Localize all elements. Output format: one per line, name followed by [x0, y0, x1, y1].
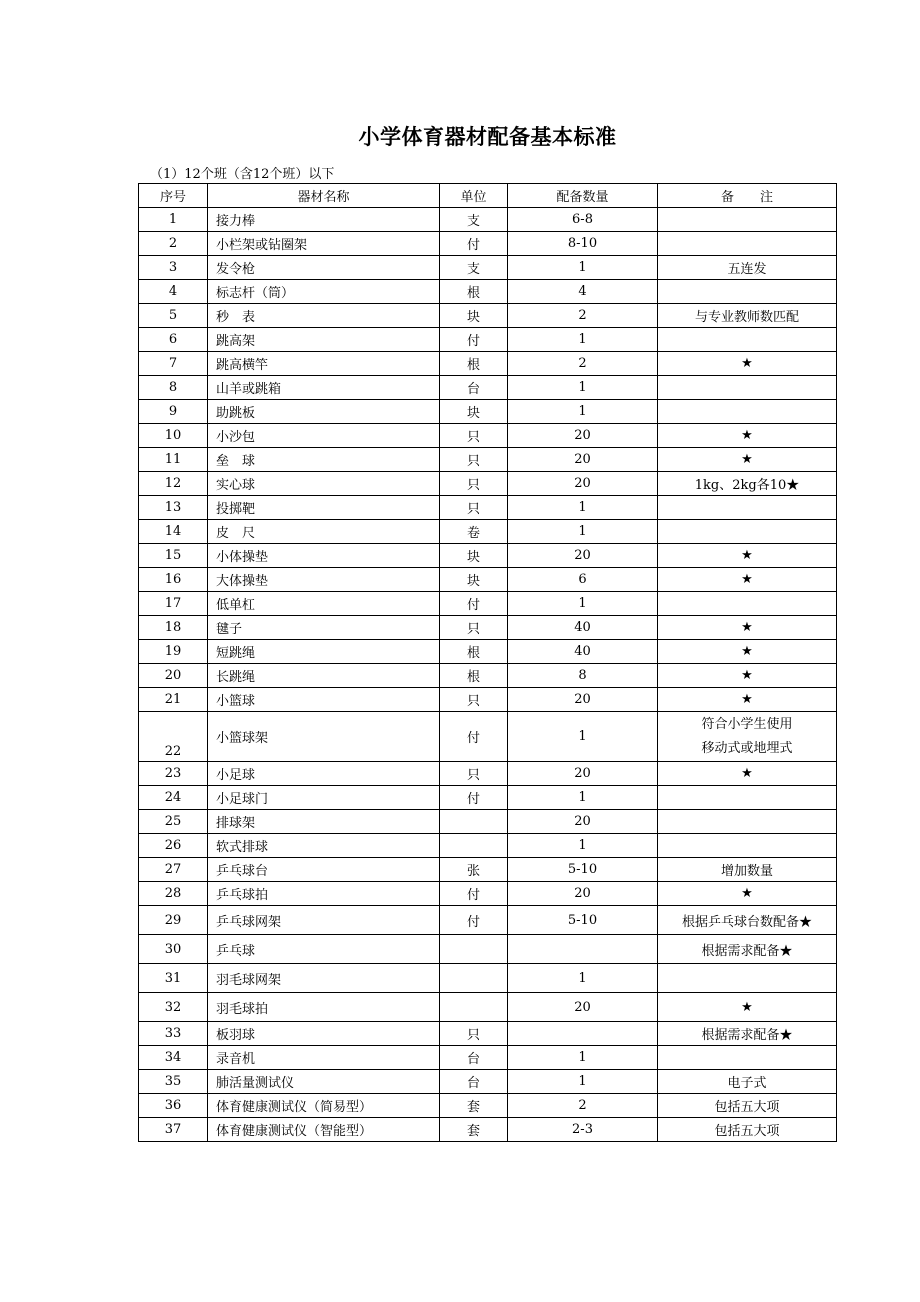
header-unit: 单位 [440, 184, 508, 208]
cell-note: 五连发 [658, 256, 837, 280]
cell-name: 羽毛球拍 [208, 993, 440, 1022]
cell-qty: 1 [508, 964, 658, 993]
cell-note [658, 964, 837, 993]
cell-qty: 40 [508, 616, 658, 640]
cell-unit: 付 [440, 786, 508, 810]
cell-unit: 块 [440, 304, 508, 328]
cell-note: 电子式 [658, 1070, 837, 1094]
cell-name: 垒 球 [208, 448, 440, 472]
table-row [139, 882, 837, 906]
cell-qty: 20 [508, 448, 658, 472]
cell-no: 34 [139, 1046, 208, 1070]
header-no: 序号 [139, 184, 208, 208]
cell-note: ★ [658, 448, 837, 472]
table-row [139, 496, 837, 520]
cell-name: 实心球 [208, 472, 440, 496]
cell-unit: 根 [440, 640, 508, 664]
cell-name: 毽子 [208, 616, 440, 640]
cell-no: 21 [139, 688, 208, 712]
cell-unit: 支 [440, 208, 508, 232]
table-row [139, 448, 837, 472]
cell-name: 乒乓球网架 [208, 906, 440, 935]
cell-qty: 1 [508, 520, 658, 544]
cell-qty: 1 [508, 376, 658, 400]
cell-unit: 张 [440, 858, 508, 882]
table-body [139, 208, 837, 1142]
cell-qty: 1 [508, 712, 658, 762]
cell-name: 乒乓球 [208, 935, 440, 964]
cell-qty: 8 [508, 664, 658, 688]
cell-unit: 付 [440, 882, 508, 906]
cell-no: 4 [139, 280, 208, 304]
table-row [139, 762, 837, 786]
cell-qty: 5-10 [508, 906, 658, 935]
header-qty: 配备数量 [508, 184, 658, 208]
cell-no: 28 [139, 882, 208, 906]
cell-qty: 4 [508, 280, 658, 304]
cell-unit [440, 993, 508, 1022]
table-row [139, 424, 837, 448]
cell-name: 山羊或跳箱 [208, 376, 440, 400]
header-name: 器材名称 [208, 184, 440, 208]
cell-qty: 5-10 [508, 858, 658, 882]
cell-no: 2 [139, 232, 208, 256]
cell-no: 27 [139, 858, 208, 882]
cell-no: 1 [139, 208, 208, 232]
cell-no: 36 [139, 1094, 208, 1118]
cell-no: 16 [139, 568, 208, 592]
cell-unit: 根 [440, 280, 508, 304]
cell-name: 皮 尺 [208, 520, 440, 544]
cell-note [658, 834, 837, 858]
cell-qty: 2 [508, 304, 658, 328]
cell-no: 5 [139, 304, 208, 328]
cell-name: 小栏架或钻圈架 [208, 232, 440, 256]
cell-no: 10 [139, 424, 208, 448]
section-subtitle: （1）12个班（含12个班）以下 [150, 167, 335, 182]
cell-unit: 台 [440, 376, 508, 400]
table-row [139, 810, 837, 834]
cell-note-line: 符合小学生使用 [701, 716, 793, 732]
cell-unit: 块 [440, 568, 508, 592]
cell-note: ★ [658, 882, 837, 906]
table-row [139, 352, 837, 376]
cell-name: 投掷靶 [208, 496, 440, 520]
cell-note [658, 810, 837, 834]
cell-note: 根据需求配备★ [658, 935, 837, 964]
table-row [139, 906, 837, 935]
table-row [139, 472, 837, 496]
cell-unit: 只 [440, 616, 508, 640]
cell-qty: 2 [508, 1094, 658, 1118]
cell-no: 15 [139, 544, 208, 568]
cell-no: 12 [139, 472, 208, 496]
cell-name: 低单杠 [208, 592, 440, 616]
cell-note: 增加数量 [658, 858, 837, 882]
cell-no: 6 [139, 328, 208, 352]
table-row [139, 786, 837, 810]
cell-name: 小足球门 [208, 786, 440, 810]
cell-note: ★ [658, 762, 837, 786]
cell-qty: 1 [508, 592, 658, 616]
cell-qty: 20 [508, 882, 658, 906]
cell-unit: 根 [440, 352, 508, 376]
table-row [139, 400, 837, 424]
cell-qty: 1 [508, 834, 658, 858]
cell-unit: 台 [440, 1046, 508, 1070]
table-row [139, 208, 837, 232]
cell-no: 33 [139, 1022, 208, 1046]
cell-qty: 1 [508, 256, 658, 280]
cell-qty: 1 [508, 496, 658, 520]
table-row [139, 232, 837, 256]
cell-no: 23 [139, 762, 208, 786]
table-row [139, 568, 837, 592]
cell-unit: 只 [440, 1022, 508, 1046]
cell-name: 体育健康测试仪（智能型） [208, 1118, 440, 1142]
cell-name: 跳高横竿 [208, 352, 440, 376]
cell-note: ★ [658, 568, 837, 592]
cell-unit [440, 935, 508, 964]
table-row [139, 712, 837, 762]
cell-unit [440, 964, 508, 993]
table-row [139, 304, 837, 328]
cell-no: 9 [139, 400, 208, 424]
cell-note [658, 520, 837, 544]
equipment-table [138, 183, 837, 1142]
table-row [139, 376, 837, 400]
table-row [139, 1070, 837, 1094]
cell-note: ★ [658, 688, 837, 712]
cell-name: 小沙包 [208, 424, 440, 448]
cell-unit [440, 810, 508, 834]
cell-unit: 根 [440, 664, 508, 688]
cell-no: 25 [139, 810, 208, 834]
cell-note [658, 786, 837, 810]
table-row [139, 834, 837, 858]
cell-no: 29 [139, 906, 208, 935]
cell-note: 根据乒乓球台数配备★ [658, 906, 837, 935]
cell-qty: 20 [508, 472, 658, 496]
table-row [139, 520, 837, 544]
cell-name: 小体操垫 [208, 544, 440, 568]
cell-name: 发令枪 [208, 256, 440, 280]
cell-no: 18 [139, 616, 208, 640]
cell-no: 31 [139, 964, 208, 993]
cell-note: ★ [658, 544, 837, 568]
cell-qty: 6-8 [508, 208, 658, 232]
cell-no: 19 [139, 640, 208, 664]
table-row [139, 1022, 837, 1046]
cell-qty: 2 [508, 352, 658, 376]
cell-unit: 支 [440, 256, 508, 280]
cell-name: 助跳板 [208, 400, 440, 424]
cell-qty: 8-10 [508, 232, 658, 256]
cell-note [658, 376, 837, 400]
cell-qty: 20 [508, 688, 658, 712]
cell-unit: 套 [440, 1094, 508, 1118]
cell-name: 录音机 [208, 1046, 440, 1070]
cell-name: 乒乓球拍 [208, 882, 440, 906]
cell-no: 32 [139, 993, 208, 1022]
cell-unit: 付 [440, 712, 508, 762]
header-note: 备 注 [658, 184, 837, 208]
cell-note [658, 712, 837, 762]
cell-note: ★ [658, 424, 837, 448]
cell-unit: 台 [440, 1070, 508, 1094]
cell-unit: 只 [440, 448, 508, 472]
cell-note: 包括五大项 [658, 1118, 837, 1142]
cell-note: ★ [658, 664, 837, 688]
table-row [139, 592, 837, 616]
cell-unit: 付 [440, 328, 508, 352]
cell-qty: 40 [508, 640, 658, 664]
cell-no: 35 [139, 1070, 208, 1094]
cell-note [658, 496, 837, 520]
cell-unit: 套 [440, 1118, 508, 1142]
cell-qty: 20 [508, 993, 658, 1022]
cell-unit [440, 834, 508, 858]
cell-unit: 只 [440, 424, 508, 448]
cell-name: 标志杆（筒） [208, 280, 440, 304]
cell-name: 小篮球 [208, 688, 440, 712]
cell-qty: 20 [508, 424, 658, 448]
table-row [139, 256, 837, 280]
cell-name: 接力棒 [208, 208, 440, 232]
cell-qty: 2-3 [508, 1118, 658, 1142]
cell-name: 板羽球 [208, 1022, 440, 1046]
cell-note [658, 232, 837, 256]
cell-note: 与专业教师数匹配 [658, 304, 837, 328]
cell-qty [508, 1022, 658, 1046]
cell-note: 包括五大项 [658, 1094, 837, 1118]
cell-name: 大体操垫 [208, 568, 440, 592]
cell-name: 体育健康测试仪（简易型） [208, 1094, 440, 1118]
cell-qty: 1 [508, 1070, 658, 1094]
cell-name: 肺活量测试仪 [208, 1070, 440, 1094]
page-title: 小学体育器材配备基本标准 [358, 124, 617, 149]
cell-note [658, 400, 837, 424]
cell-no: 8 [139, 376, 208, 400]
cell-qty: 1 [508, 400, 658, 424]
cell-qty: 20 [508, 810, 658, 834]
cell-qty: 20 [508, 762, 658, 786]
cell-no: 22 [139, 712, 208, 762]
cell-no: 17 [139, 592, 208, 616]
cell-no: 7 [139, 352, 208, 376]
cell-qty: 1 [508, 786, 658, 810]
cell-unit: 卷 [440, 520, 508, 544]
cell-no: 37 [139, 1118, 208, 1142]
cell-no: 13 [139, 496, 208, 520]
cell-unit: 只 [440, 472, 508, 496]
cell-note: ★ [658, 616, 837, 640]
table-header-row [139, 184, 837, 208]
cell-unit: 只 [440, 762, 508, 786]
cell-unit: 付 [440, 592, 508, 616]
cell-qty: 20 [508, 544, 658, 568]
cell-name: 排球架 [208, 810, 440, 834]
cell-name: 乒乓球台 [208, 858, 440, 882]
cell-no: 14 [139, 520, 208, 544]
cell-note [658, 592, 837, 616]
cell-name: 小足球 [208, 762, 440, 786]
cell-name: 长跳绳 [208, 664, 440, 688]
table-row [139, 1118, 837, 1142]
cell-note: ★ [658, 993, 837, 1022]
cell-note [658, 328, 837, 352]
cell-note: 1kg、2kg各10★ [658, 472, 837, 496]
cell-no: 20 [139, 664, 208, 688]
cell-note-line: 移动式或地埋式 [701, 740, 793, 756]
cell-note: ★ [658, 352, 837, 376]
table-row [139, 993, 837, 1022]
cell-note [658, 208, 837, 232]
table-row [139, 328, 837, 352]
cell-no: 3 [139, 256, 208, 280]
table-row [139, 664, 837, 688]
cell-qty [508, 935, 658, 964]
table-row [139, 616, 837, 640]
table-row [139, 640, 837, 664]
cell-name: 跳高架 [208, 328, 440, 352]
cell-qty: 1 [508, 328, 658, 352]
cell-no: 26 [139, 834, 208, 858]
cell-unit: 只 [440, 496, 508, 520]
table-row [139, 858, 837, 882]
cell-qty: 6 [508, 568, 658, 592]
table-row [139, 544, 837, 568]
cell-name: 羽毛球网架 [208, 964, 440, 993]
cell-qty: 1 [508, 1046, 658, 1070]
cell-name: 软式排球 [208, 834, 440, 858]
cell-unit: 只 [440, 688, 508, 712]
cell-note [658, 1046, 837, 1070]
table-row [139, 964, 837, 993]
cell-note [658, 280, 837, 304]
cell-no: 11 [139, 448, 208, 472]
table-row [139, 935, 837, 964]
table-row [139, 1046, 837, 1070]
cell-name: 小篮球架 [208, 712, 440, 762]
table-row [139, 688, 837, 712]
cell-note: 根据需求配备★ [658, 1022, 837, 1046]
cell-no: 30 [139, 935, 208, 964]
cell-name: 短跳绳 [208, 640, 440, 664]
cell-no: 24 [139, 786, 208, 810]
cell-unit: 付 [440, 232, 508, 256]
table-row [139, 1094, 837, 1118]
cell-unit: 付 [440, 906, 508, 935]
table-row [139, 280, 837, 304]
cell-unit: 块 [440, 544, 508, 568]
cell-note: ★ [658, 640, 837, 664]
cell-name: 秒 表 [208, 304, 440, 328]
cell-unit: 块 [440, 400, 508, 424]
